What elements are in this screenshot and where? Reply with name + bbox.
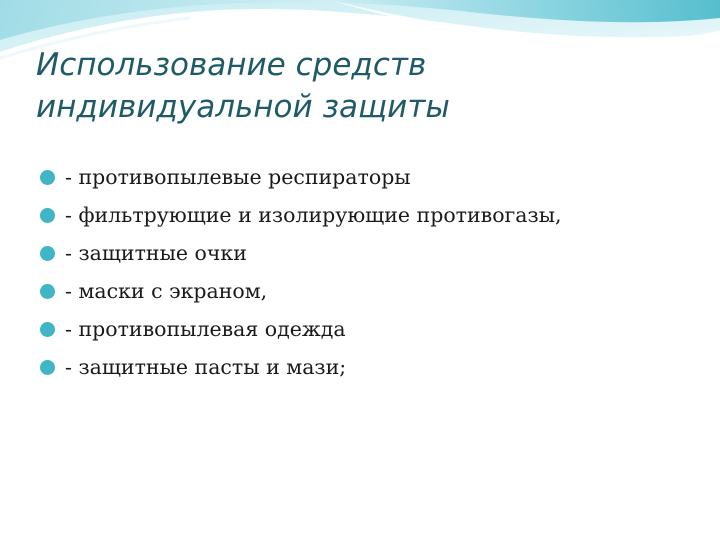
list-item: [40, 196, 562, 234]
slide-title: [36, 44, 696, 128]
list-item: [40, 234, 562, 272]
list-item: [40, 272, 562, 310]
slide-title-line-2: индивидуальной защиты: [36, 89, 450, 125]
bullet-dot-icon: [40, 208, 55, 223]
bullet-dot-icon: [40, 322, 55, 337]
list-item-text: - защитные пасты и мази;: [65, 355, 347, 379]
bullet-dot-icon: [40, 284, 55, 299]
bullet-dot-icon: [40, 246, 55, 261]
list-item: [40, 158, 562, 196]
slide-title-line-1: Использование средств: [36, 47, 427, 83]
list-item: [40, 310, 562, 348]
bullet-dot-icon: [40, 360, 55, 375]
bullet-dot-icon: [40, 170, 55, 185]
list-item-text: - фильтрующие и изолирующие противогазы,: [65, 203, 562, 227]
bullet-list: [40, 158, 562, 386]
list-item-text: - защитные очки: [65, 241, 247, 265]
list-item-text: - маски с экраном,: [65, 279, 268, 303]
list-item: [40, 348, 562, 386]
list-item-text: - противопылевая одежда: [65, 317, 346, 341]
list-item-text: - противопылевые респираторы: [65, 165, 411, 189]
